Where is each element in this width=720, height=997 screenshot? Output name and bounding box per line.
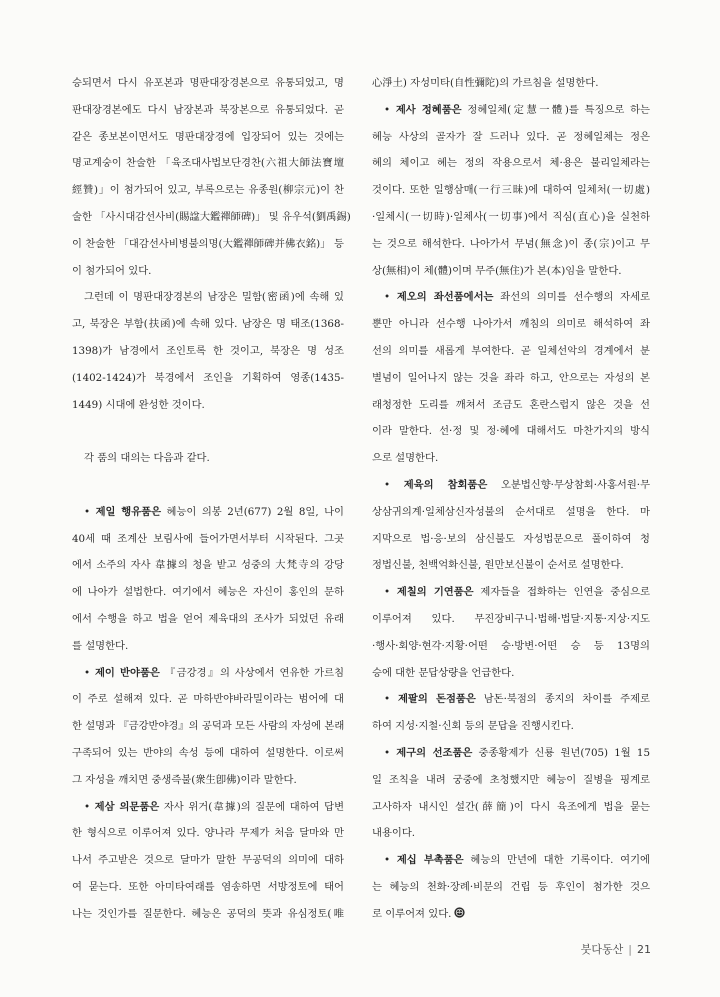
end-mark-icon (454, 907, 465, 918)
bullet: • (384, 291, 391, 304)
chapter-lead-line (372, 686, 650, 713)
chapter-9-paragraph (372, 740, 650, 847)
chapter-lead-line (372, 847, 650, 874)
footer-separator: | (628, 943, 632, 956)
magazine-name: 붓다동산 (580, 943, 624, 956)
chapter-6-paragraph (372, 472, 650, 579)
chapter-title: 제삼 의문품은 (94, 800, 160, 813)
text-line: 이 주로 설해져 있다. 곧 마하반야바라밀이라는 범어에 대 (72, 693, 344, 706)
text-line: 나는 것인가를 질문한다. 혜능은 공덕의 뜻과 유심정토(唯 (72, 907, 344, 920)
text-line: ·행사·회양·현각·지황·어떤 승·방변·어떤 승 등 13명의 (372, 639, 650, 652)
text-line: 별념이 일어나지 않는 것을 좌라 하고, 안으로는 자성의 본 (372, 371, 650, 384)
closing-text: 로 이루어져 있다. (372, 907, 452, 920)
text-line: 經贊)」이 첨가되어 있고, 부록으로는 유종원(柳宗元)이 찬 (72, 184, 344, 197)
chapter-3-paragraph (72, 794, 344, 928)
page-footer (581, 941, 651, 957)
text-line: 승에 대한 문답상량을 언급한다. (372, 666, 515, 679)
chapter-title: 제칠의 기연품은 (396, 586, 474, 599)
text-line: 하여 지성·지철·신회 등의 문답을 진행시킨다. (372, 720, 574, 733)
chapter-lead-line (372, 284, 650, 311)
text-line: 각 품의 대의는 다음과 같다. (84, 452, 210, 465)
text-line: 40세 때 조계산 보림사에 들어가면서부터 시작된다. 그곳 (72, 532, 344, 545)
bullet: • (84, 505, 91, 518)
text-line: 같은 종보본이면서도 명판대장경에 입장되어 있는 것에는 (72, 130, 344, 143)
chapter-title: 제이 반야품은 (94, 666, 160, 679)
text-line: 구족되어 있는 반야의 속성 등에 대하여 설명한다. 이로써 (72, 746, 344, 759)
text-line: 心淨土) 자성미타(自性彌陀)의 가르침을 설명한다. (372, 77, 599, 89)
text-line: 를 설명한다. (72, 639, 129, 652)
chapter-lead-line (72, 660, 344, 687)
text-line: 에서 소주의 자사 韋據의 청을 받고 성중의 大梵寺의 강당 (72, 559, 344, 572)
chapter-lead-line (372, 97, 650, 124)
text-line: 이루어져 있다. 무진장비구니·법해·법달·지통·지상·지도 (372, 612, 650, 625)
bullet: • (384, 854, 391, 867)
chapter-lead-text: 남돈·북점의 종지의 차이를 주제로 (483, 693, 650, 706)
chapter-title: 제육의 참회품은 (403, 478, 488, 491)
chapter-title: 제십 부촉품은 (396, 854, 464, 867)
text-line: 판대장경본에도 다시 남장본과 북장본으로 유통되었다. 곧 (72, 103, 344, 116)
text-line: 는 혜능의 천화·장례·비문의 건립 등 후인이 첨가한 것으 (372, 880, 650, 893)
chapter-lead-line (372, 579, 650, 606)
text-line: 에서 수행을 하고 법을 얻어 제육대의 조사가 되었던 유래 (72, 612, 344, 625)
chapter-title: 제사 정혜품은 (395, 103, 462, 116)
text-line: 선의 의미를 새롭게 부여한다. 곧 일체선악의 경계에서 분 (372, 344, 650, 357)
text-line: 내용이다. (372, 827, 416, 840)
chapter-lead-line (72, 499, 344, 526)
bullet: • (384, 586, 391, 599)
summary-intro-paragraph (72, 445, 344, 472)
text-line: 그런데 이 명판대장경본의 남장은 밀함(密函)에 속해 있 (84, 291, 344, 304)
chapter-5-paragraph (372, 284, 650, 472)
intro-paragraph (72, 70, 351, 284)
chapter-lead-text: 정혜일체(定慧一體)를 특징으로 하는 (467, 103, 650, 116)
text-line: 상(無相)이 체(體)이며 무주(無住)가 본(本)임을 말한다. (372, 264, 622, 277)
text-line: 정법신불, 천백억화신불, 원만보신불이 순서로 설명한다. (372, 559, 624, 572)
chapter-lead-text: 『금강경』의 사상에서 연유한 가르침 (164, 666, 345, 679)
page-number: 21 (637, 943, 651, 956)
chapter-4-paragraph (372, 97, 650, 285)
chapter-lead-text: 중종황제가 신룡 원년(705) 1월 15 (478, 746, 650, 759)
chapter-title: 제오의 좌선품에서는 (396, 291, 494, 304)
bullet: • (384, 103, 391, 116)
chapter-title: 제팔의 돈점품은 (397, 693, 476, 706)
text-line: 이 첨가되어 있다. (72, 264, 152, 277)
text-line: 한 형식으로 이루어져 있다. 양나라 무제가 처음 달마와 만 (72, 827, 344, 840)
chapter-lead-text: 좌선의 의미를 선수행의 자세로 (500, 291, 650, 304)
chapter-lead-line (372, 472, 650, 499)
left-column (72, 70, 351, 928)
text-line: 뿐만 아니라 선수행 나아가서 깨침의 의미로 해석하여 좌 (372, 318, 650, 331)
chapter-lead-text: 혜능의 만년에 대한 기록이다. 여기에 (470, 854, 650, 867)
text-line: 래청정한 도리를 깨쳐서 조금도 혼란스럽지 않은 것을 선 (372, 398, 650, 411)
chapter-7-paragraph (372, 579, 650, 686)
text-line: 한 설명과 『금강반야경』의 공덕과 모든 사람의 자성에 본래 (72, 720, 345, 733)
text-line: 일 조칙을 내려 궁중에 초청했지만 혜능이 질병을 핑계로 (372, 773, 650, 786)
text-line: 승되면서 다시 유포본과 명판대장경본으로 유통되었고, 명 (72, 77, 344, 89)
edition-paragraph (72, 284, 344, 418)
bullet: • (84, 666, 91, 679)
text-line: 이 찬술한 「대감선사비병불의명(大鑑禪師碑并佛衣銘)」 등 (72, 237, 344, 250)
chapter-2-paragraph (72, 660, 344, 794)
bullet: • (384, 693, 391, 706)
text-line: 술한 「사시대감선사비(賜諡大鑑禪師碑)」 및 유우석(劉禹錫) (72, 210, 351, 223)
text-line: 고사하자 내시인 설간(薛簡)이 다시 육조에게 법을 묻는 (372, 800, 650, 813)
text-line: 나서 주고받은 것으로 달마가 말한 무공덕의 의미에 대하 (72, 854, 344, 867)
text-line: 에 나아가 설법한다. 여기에서 혜능은 자신이 홍인의 문하 (72, 586, 344, 599)
text-line: 혜의 체이고 혜는 정의 작용으로서 체·용은 불리일체라는 (372, 157, 650, 170)
text-line: 는 것으로 해석한다. 나아가서 무념(無念)이 종(宗)이고 무 (372, 237, 650, 250)
right-column (372, 70, 650, 928)
chapter-10-paragraph (372, 847, 650, 927)
chapter-1-paragraph (72, 499, 344, 660)
text-line: 으로 설명한다. (372, 452, 439, 465)
bullet: • (384, 746, 391, 759)
chapter-lead-text: 오분법신향·무상참회·사홍서원·무 (500, 478, 651, 491)
chapter-lead-text: 혜능이 의봉 2년(677) 2월 8일, 나이 (166, 505, 345, 518)
bullet: • (384, 478, 391, 491)
chapter-lead-text: 자사 위거(韋據)의 질문에 대하여 답변 (163, 800, 345, 813)
text-line: (1402-1424)가 북경에서 조인을 기획하여 영종(1435- (72, 371, 344, 384)
text-line: 고, 북장은 부함(扶函)에 속해 있다. 남장은 명 태조(1368- (72, 318, 344, 331)
chapter-lead-line (72, 794, 344, 821)
chapter-title: 제일 행유품은 (95, 505, 162, 518)
text-line: 이라 말한다. 선·정 및 정·혜에 대해서도 마찬가지의 방식 (372, 425, 650, 438)
text-line: ·일체시(一切時)·일체사(一切事)에서 직심(直心)을 실천하 (372, 210, 650, 223)
chapter-title: 제구의 선조품은 (396, 746, 473, 759)
text-line: 그 자성을 깨치면 중생즉불(衆生卽佛)이라 말한다. (72, 773, 297, 786)
text-line-last (372, 901, 650, 928)
text-line: 지막으로 법·응·보의 삼신불도 자성법문으로 풀이하여 청 (372, 532, 650, 545)
text-line: 것이다. 또한 일행삼매(一行三昧)에 대하여 일체처(一切處) (372, 184, 650, 197)
chapter-lead-text: 제자들을 접화하는 인연을 중심으로 (480, 586, 650, 599)
text-line: 상삼귀의계·일체삼신자성불의 순서대로 설명을 한다. 마 (372, 505, 650, 518)
text-line: 여 묻는다. 또한 아미타여래를 염송하면 서방정토에 태어 (72, 880, 344, 893)
text-line: 1398)가 남경에서 조인토록 한 것이고, 북장은 명 성조 (72, 344, 344, 357)
chapter-lead-line (372, 740, 650, 767)
chapter-8-paragraph (372, 686, 650, 740)
text-line: 혜능 사상의 골자가 잘 드러나 있다. 곧 정혜일체는 정은 (372, 130, 650, 143)
text-line: 명교계숭이 찬술한 「육조대사법보단경찬(六祖大師法寶壇 (72, 157, 344, 170)
text-line: 1449) 시대에 완성한 것이다. (72, 398, 205, 411)
bullet: • (84, 800, 91, 813)
